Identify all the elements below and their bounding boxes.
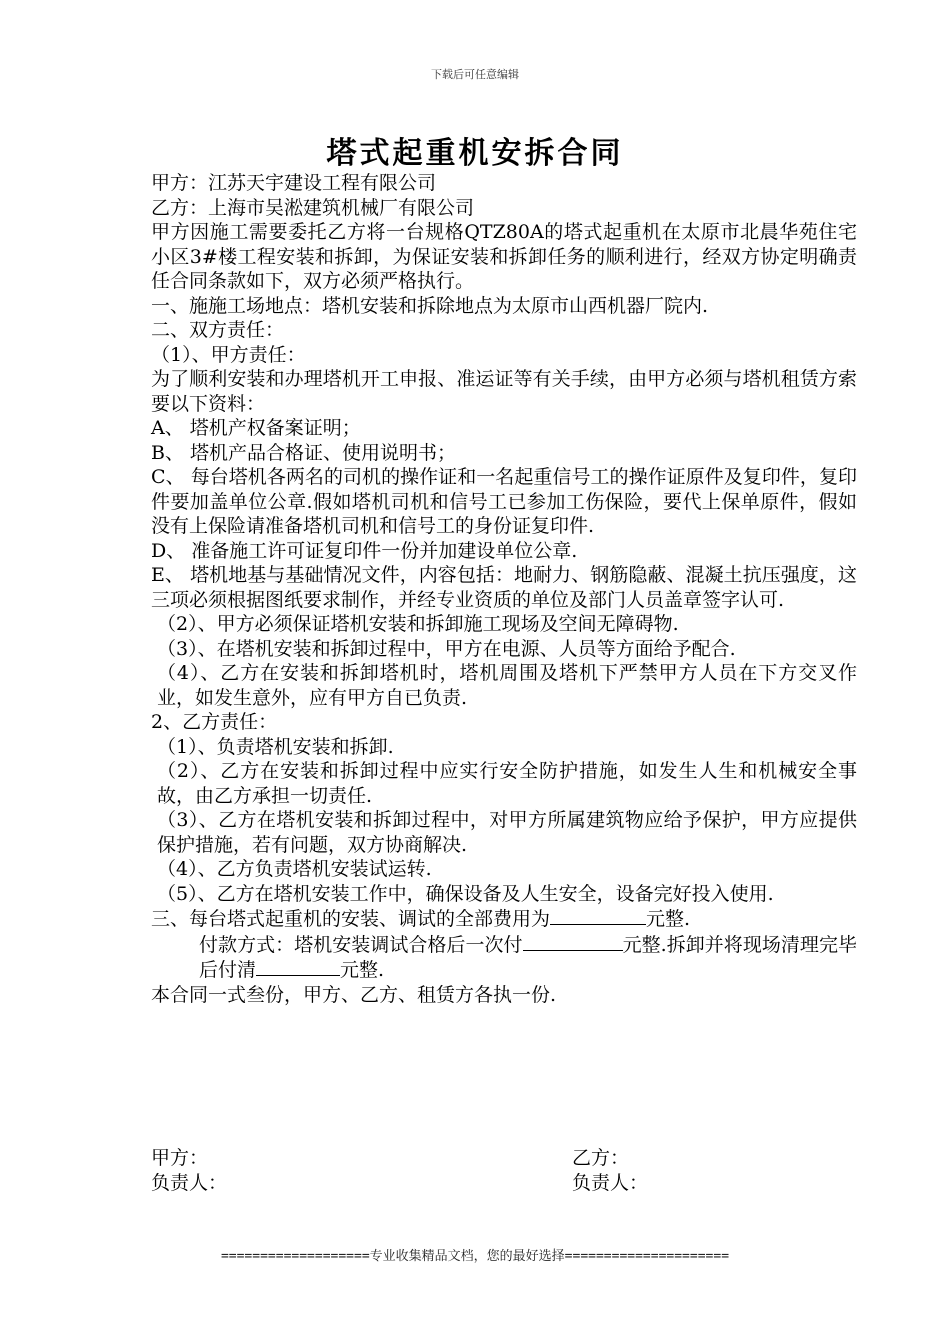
fee-blank[interactable] [550, 906, 646, 925]
party-a-duty-3: （3）、在塔机安装和拆卸过程中，甲方在电源、人员等方面给予配合. [157, 637, 736, 660]
item-b: B、 塔机产品合格证、使用说明书； [151, 441, 457, 464]
party-b-line: 乙方：上海市吴淞建筑机械厂有限公司 [151, 196, 475, 219]
party-b-duty-2: （2）、乙方在安装和拆卸过程中应实行安全防护措施，如发生人生和机械安全事故，由乙方承担一切责任. [157, 760, 857, 807]
party-a-duty-4: （4）、乙方在安装和拆卸塔机时，塔机周围及塔机下严禁甲方人员在下方交叉作业，如发生意外，应有甲方自已负责. [157, 662, 857, 709]
item-a: A、 塔机产权备案证明； [151, 417, 361, 439]
footer-note: ===================专业收集精品文档，您的最好选择===================== [220, 1249, 730, 1264]
payment-mid: 元整.拆卸并将现场清理完毕后付清 [199, 933, 857, 981]
party-b-duty-3: （3）、乙方在塔机安装和拆卸过程中，对甲方所属建筑物应给予保护，甲方应提供保护措施，若有问题，双方协商解决. [157, 809, 857, 856]
payment-label: 付款方式：塔机安装调试合格后一次付 [199, 933, 523, 956]
payment-terms [115, 932, 857, 983]
header-note: 下载后可任意编辑 [431, 68, 519, 81]
fee-unit: 元整. [646, 908, 691, 930]
section-1-site: 一、施施工场地点：塔机安装和拆除地点为太原市山西机器厂院内. [151, 294, 709, 317]
party-a-duty-2: （2）、甲方必须保证塔机安装和拆卸施工现场及空间无障碍物. [157, 613, 679, 635]
intro-paragraph: 甲方因施工需要委托乙方将一台规格QTZ80A的塔式起重机在太原市北晨华苑住宅小区3#楼工程安装和拆卸，为保证安装和拆卸任务的顺利进行，经双方协定明确责任合同条款如下，双方必须严格执行。 [151, 221, 857, 292]
signature-party-b [572, 1146, 648, 1195]
party-a-line: 甲方：江苏天宇建设工程有限公司 [151, 172, 437, 194]
sign-a-party-label: 甲方： [151, 1147, 209, 1169]
item-d: D、 准备施工许可证复印件一份并加建设单位公章. [151, 539, 578, 562]
party-b-duties-heading: 2、乙方责任： [151, 711, 278, 733]
sign-b-party-label: 乙方： [572, 1147, 630, 1169]
payment-unit: 元整. [340, 959, 385, 981]
payment-1-blank[interactable] [523, 932, 623, 951]
document-title: 塔式起重机安拆合同 [326, 136, 624, 171]
section-2-heading: 二、双方责任： [151, 319, 285, 341]
section-3-fee [115, 906, 857, 932]
sign-b-person-label: 负责人： [572, 1171, 649, 1194]
payment-2-blank[interactable] [256, 957, 340, 976]
sign-a-person-label: 负责人： [151, 1171, 228, 1194]
party-a-duties-heading: （1）、甲方责任： [151, 343, 306, 366]
party-b-duty-5: （5）、乙方在塔机安装工作中，确保设备及人生安全，设备完好投入使用. [157, 882, 774, 905]
party-b-duty-4: （4）、乙方负责塔机安装试运转. [157, 858, 432, 880]
item-e: E、 塔机地基与基础情况文件，内容包括：地耐力、钢筋隐蔽、混凝土抗压强度，这三项必须根据图纸要求制作，并经专业资质的单位及部门人员盖章签字认可. [151, 564, 857, 611]
contract-body [115, 171, 857, 1007]
fee-label: 三、每台塔式起重机的安装、调试的全部费用为 [151, 908, 551, 930]
item-c: C、 每台塔机各两名的司机的操作证和一名起重信号工的操作证原件及复印件，复印件要加盖单位公章.假如塔机司机和信号工已参加工伤保险，要代上保单原件，假如没有上保险请准备塔机司机和信号工的身份证复印件. [151, 466, 857, 537]
copies-line: 本合同一式叁份，甲方、乙方、租赁方各执一份. [151, 983, 557, 1006]
party-a-duties-intro: 为了顺利安装和办理塔机开工申报、准运证等有关手续，由甲方必须与塔机租赁方索要以下资料： [151, 368, 857, 415]
signature-party-a [151, 1146, 227, 1195]
party-b-duty-1: （1）、负责塔机安装和拆卸. [157, 735, 394, 758]
